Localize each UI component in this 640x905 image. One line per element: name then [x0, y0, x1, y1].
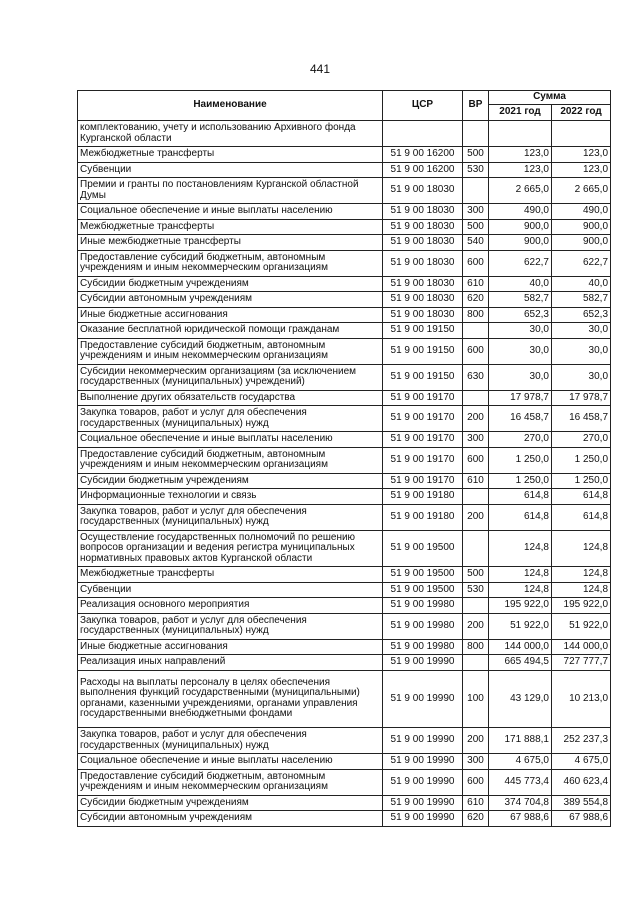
cell-y2022: 4 675,0	[552, 754, 611, 770]
cell-vr: 610	[463, 473, 489, 489]
cell-name: Субсидии некоммерческим организациям (за исключением государственных (муниципальных) учреждений)	[78, 364, 383, 390]
table-row	[78, 219, 611, 235]
cell-csr: 51 9 00 19170	[383, 432, 463, 448]
cell-vr: 620	[463, 292, 489, 308]
cell-name: Оказание бесплатной юридической помощи гражданам	[78, 323, 383, 339]
cell-y2022: 252 237,3	[552, 728, 611, 754]
cell-name: Социальное обеспечение и иные выплаты населению	[78, 204, 383, 220]
cell-y2021: 195 922,0	[489, 598, 552, 614]
cell-y2022: 727 777,7	[552, 655, 611, 671]
table-row	[78, 204, 611, 220]
table-row	[78, 162, 611, 178]
cell-y2021: 67 988,6	[489, 811, 552, 827]
cell-vr	[463, 489, 489, 505]
cell-y2021	[489, 121, 552, 147]
cell-vr: 500	[463, 567, 489, 583]
cell-vr: 200	[463, 504, 489, 530]
cell-y2022: 10 213,0	[552, 670, 611, 728]
cell-y2021: 900,0	[489, 235, 552, 251]
cell-name: Премии и гранты по постановлениям Курганской областной Думы	[78, 178, 383, 204]
cell-y2022: 900,0	[552, 235, 611, 251]
page-number: 441	[309, 62, 331, 76]
cell-y2021: 270,0	[489, 432, 552, 448]
cell-vr: 800	[463, 639, 489, 655]
cell-csr: 51 9 00 19990	[383, 811, 463, 827]
table-row	[78, 769, 611, 795]
table-row	[78, 655, 611, 671]
cell-name: Реализация основного мероприятия	[78, 598, 383, 614]
table-row	[78, 489, 611, 505]
cell-name: Предоставление субсидий бюджетным, автономным учреждениям и иным некоммерческим организациям	[78, 250, 383, 276]
cell-name: Социальное обеспечение и иные выплаты населению	[78, 754, 383, 770]
table-row	[78, 364, 611, 390]
cell-y2022	[552, 121, 611, 147]
cell-y2021: 490,0	[489, 204, 552, 220]
budget-table	[77, 90, 611, 827]
table-row	[78, 473, 611, 489]
cell-name: Осуществление государственных полномочий по решению вопросов организации и ведения регистра муниципальных нормативных правовых актов Курганской области	[78, 530, 383, 567]
cell-y2022: 51 922,0	[552, 613, 611, 639]
cell-csr: 51 9 00 18030	[383, 276, 463, 292]
cell-y2022: 16 458,7	[552, 406, 611, 432]
cell-y2022: 389 554,8	[552, 795, 611, 811]
cell-y2022: 30,0	[552, 338, 611, 364]
cell-name: Закупка товаров, работ и услуг для обеспечения государственных (муниципальных) нужд	[78, 613, 383, 639]
cell-y2022: 124,8	[552, 567, 611, 583]
cell-y2022: 614,8	[552, 489, 611, 505]
cell-y2021: 124,8	[489, 530, 552, 567]
cell-y2022: 622,7	[552, 250, 611, 276]
table-row	[78, 447, 611, 473]
cell-y2022: 124,8	[552, 582, 611, 598]
cell-name: Субсидии бюджетным учреждениям	[78, 795, 383, 811]
cell-csr: 51 9 00 19150	[383, 364, 463, 390]
table-row	[78, 639, 611, 655]
cell-csr: 51 9 00 16200	[383, 162, 463, 178]
cell-vr: 300	[463, 204, 489, 220]
cell-y2021: 123,0	[489, 162, 552, 178]
cell-y2022: 652,3	[552, 307, 611, 323]
cell-vr: 610	[463, 795, 489, 811]
table-row	[78, 728, 611, 754]
cell-y2021: 17 978,7	[489, 390, 552, 406]
cell-y2022: 490,0	[552, 204, 611, 220]
cell-y2022: 123,0	[552, 147, 611, 163]
cell-y2021: 1 250,0	[489, 473, 552, 489]
cell-vr	[463, 598, 489, 614]
cell-vr: 500	[463, 147, 489, 163]
cell-y2021: 123,0	[489, 147, 552, 163]
cell-name: Социальное обеспечение и иные выплаты населению	[78, 432, 383, 448]
table-row	[78, 582, 611, 598]
cell-csr: 51 9 00 19990	[383, 795, 463, 811]
cell-vr	[463, 178, 489, 204]
cell-y2022: 270,0	[552, 432, 611, 448]
cell-csr: 51 9 00 19170	[383, 390, 463, 406]
cell-name: Расходы на выплаты персоналу в целях обеспечения выполнения функций государственными (муниципальными) органами, казенными учреждениями, органами управления государственными внебюджетными фондами	[78, 670, 383, 728]
cell-y2021: 51 922,0	[489, 613, 552, 639]
cell-vr: 200	[463, 406, 489, 432]
table-row	[78, 121, 611, 147]
table-header	[78, 91, 611, 121]
cell-name: Иные межбюджетные трансферты	[78, 235, 383, 251]
header-sum: Сумма	[489, 91, 611, 105]
cell-y2022: 144 000,0	[552, 639, 611, 655]
table-row	[78, 338, 611, 364]
cell-name: Реализация иных направлений	[78, 655, 383, 671]
table-row	[78, 530, 611, 567]
cell-csr: 51 9 00 18030	[383, 204, 463, 220]
cell-vr: 610	[463, 276, 489, 292]
cell-name: Выполнение других обязательств государства	[78, 390, 383, 406]
cell-y2022: 124,8	[552, 530, 611, 567]
cell-name: Предоставление субсидий бюджетным, автономным учреждениям и иным некоммерческим организациям	[78, 769, 383, 795]
cell-vr: 100	[463, 670, 489, 728]
cell-vr	[463, 390, 489, 406]
cell-name: Иные бюджетные ассигнования	[78, 639, 383, 655]
table-row	[78, 567, 611, 583]
cell-y2022: 2 665,0	[552, 178, 611, 204]
cell-vr: 800	[463, 307, 489, 323]
table-row	[78, 432, 611, 448]
cell-name: Иные бюджетные ассигнования	[78, 307, 383, 323]
cell-vr	[463, 655, 489, 671]
cell-y2022: 123,0	[552, 162, 611, 178]
cell-csr	[383, 121, 463, 147]
cell-vr: 600	[463, 338, 489, 364]
cell-y2021: 16 458,7	[489, 406, 552, 432]
cell-csr: 51 9 00 18030	[383, 292, 463, 308]
table-row	[78, 504, 611, 530]
cell-name: Субвенции	[78, 582, 383, 598]
header-2021: 2021 год	[489, 105, 552, 121]
cell-vr: 200	[463, 728, 489, 754]
cell-name: Субсидии автономным учреждениям	[78, 292, 383, 308]
cell-y2021: 900,0	[489, 219, 552, 235]
cell-csr: 51 9 00 19990	[383, 728, 463, 754]
cell-vr: 530	[463, 162, 489, 178]
cell-csr: 51 9 00 18030	[383, 250, 463, 276]
cell-y2021: 30,0	[489, 338, 552, 364]
cell-csr: 51 9 00 19500	[383, 530, 463, 567]
cell-vr: 600	[463, 447, 489, 473]
cell-name: комплектованию, учету и использованию Архивного фонда Курганской области	[78, 121, 383, 147]
table-row	[78, 598, 611, 614]
cell-y2022: 30,0	[552, 364, 611, 390]
cell-csr: 51 9 00 19180	[383, 489, 463, 505]
cell-csr: 51 9 00 19990	[383, 670, 463, 728]
cell-name: Закупка товаров, работ и услуг для обеспечения государственных (муниципальных) нужд	[78, 504, 383, 530]
table-row	[78, 406, 611, 432]
table-row	[78, 178, 611, 204]
cell-csr: 51 9 00 19170	[383, 406, 463, 432]
header-vr: ВР	[463, 91, 489, 121]
cell-vr: 200	[463, 613, 489, 639]
cell-csr: 51 9 00 19170	[383, 447, 463, 473]
cell-y2021: 445 773,4	[489, 769, 552, 795]
cell-y2022: 460 623,4	[552, 769, 611, 795]
cell-y2021: 144 000,0	[489, 639, 552, 655]
table-row	[78, 235, 611, 251]
cell-y2021: 43 129,0	[489, 670, 552, 728]
cell-y2022: 1 250,0	[552, 447, 611, 473]
cell-name: Субсидии бюджетным учреждениям	[78, 473, 383, 489]
table-row	[78, 811, 611, 827]
header-name: Наименование	[78, 91, 383, 121]
cell-vr: 540	[463, 235, 489, 251]
cell-y2022: 614,8	[552, 504, 611, 530]
cell-csr: 51 9 00 19180	[383, 504, 463, 530]
cell-vr: 500	[463, 219, 489, 235]
cell-y2021: 171 888,1	[489, 728, 552, 754]
table-row	[78, 307, 611, 323]
cell-y2021: 2 665,0	[489, 178, 552, 204]
cell-vr: 300	[463, 754, 489, 770]
cell-vr	[463, 323, 489, 339]
cell-csr: 51 9 00 19980	[383, 598, 463, 614]
cell-y2021: 4 675,0	[489, 754, 552, 770]
cell-y2021: 1 250,0	[489, 447, 552, 473]
cell-csr: 51 9 00 19150	[383, 338, 463, 364]
cell-y2021: 622,7	[489, 250, 552, 276]
cell-y2021: 40,0	[489, 276, 552, 292]
cell-name: Информационные технологии и связь	[78, 489, 383, 505]
table-row	[78, 323, 611, 339]
cell-vr: 600	[463, 250, 489, 276]
cell-y2021: 614,8	[489, 504, 552, 530]
cell-y2021: 665 494,5	[489, 655, 552, 671]
cell-vr: 600	[463, 769, 489, 795]
cell-vr	[463, 530, 489, 567]
cell-y2021: 374 704,8	[489, 795, 552, 811]
cell-name: Субвенции	[78, 162, 383, 178]
cell-csr: 51 9 00 18030	[383, 307, 463, 323]
table-row	[78, 276, 611, 292]
table-row	[78, 613, 611, 639]
cell-csr: 51 9 00 19500	[383, 582, 463, 598]
cell-y2022: 30,0	[552, 323, 611, 339]
cell-y2021: 124,8	[489, 567, 552, 583]
cell-y2021: 30,0	[489, 323, 552, 339]
cell-name: Субсидии бюджетным учреждениям	[78, 276, 383, 292]
cell-csr: 51 9 00 18030	[383, 235, 463, 251]
table-row	[78, 292, 611, 308]
cell-csr: 51 9 00 19150	[383, 323, 463, 339]
cell-y2022: 900,0	[552, 219, 611, 235]
cell-csr: 51 9 00 19170	[383, 473, 463, 489]
cell-y2021: 652,3	[489, 307, 552, 323]
cell-y2021: 582,7	[489, 292, 552, 308]
cell-y2022: 582,7	[552, 292, 611, 308]
cell-csr: 51 9 00 19980	[383, 613, 463, 639]
cell-name: Предоставление субсидий бюджетным, автономным учреждениям и иным некоммерческим организациям	[78, 338, 383, 364]
table-row	[78, 754, 611, 770]
cell-y2022: 1 250,0	[552, 473, 611, 489]
cell-csr: 51 9 00 19980	[383, 639, 463, 655]
cell-y2022: 67 988,6	[552, 811, 611, 827]
table-row	[78, 670, 611, 728]
cell-y2021: 614,8	[489, 489, 552, 505]
cell-csr: 51 9 00 19990	[383, 655, 463, 671]
cell-csr: 51 9 00 16200	[383, 147, 463, 163]
cell-y2021: 30,0	[489, 364, 552, 390]
cell-name: Закупка товаров, работ и услуг для обеспечения государственных (муниципальных) нужд	[78, 406, 383, 432]
cell-name: Предоставление субсидий бюджетным, автономным учреждениям и иным некоммерческим организациям	[78, 447, 383, 473]
table-row	[78, 250, 611, 276]
header-csr: ЦСР	[383, 91, 463, 121]
cell-csr: 51 9 00 19990	[383, 754, 463, 770]
table-row	[78, 390, 611, 406]
cell-name: Субсидии автономным учреждениям	[78, 811, 383, 827]
cell-y2022: 195 922,0	[552, 598, 611, 614]
table-row	[78, 147, 611, 163]
cell-csr: 51 9 00 19500	[383, 567, 463, 583]
cell-csr: 51 9 00 18030	[383, 219, 463, 235]
cell-name: Межбюджетные трансферты	[78, 219, 383, 235]
cell-name: Межбюджетные трансферты	[78, 147, 383, 163]
header-2022: 2022 год	[552, 105, 611, 121]
cell-vr: 620	[463, 811, 489, 827]
cell-csr: 51 9 00 18030	[383, 178, 463, 204]
cell-csr: 51 9 00 19990	[383, 769, 463, 795]
cell-vr: 530	[463, 582, 489, 598]
cell-name: Закупка товаров, работ и услуг для обеспечения государственных (муниципальных) нужд	[78, 728, 383, 754]
cell-y2021: 124,8	[489, 582, 552, 598]
cell-vr	[463, 121, 489, 147]
table-body	[78, 121, 611, 827]
cell-name: Межбюджетные трансферты	[78, 567, 383, 583]
table-row	[78, 795, 611, 811]
cell-y2022: 17 978,7	[552, 390, 611, 406]
cell-vr: 630	[463, 364, 489, 390]
cell-vr: 300	[463, 432, 489, 448]
cell-y2022: 40,0	[552, 276, 611, 292]
